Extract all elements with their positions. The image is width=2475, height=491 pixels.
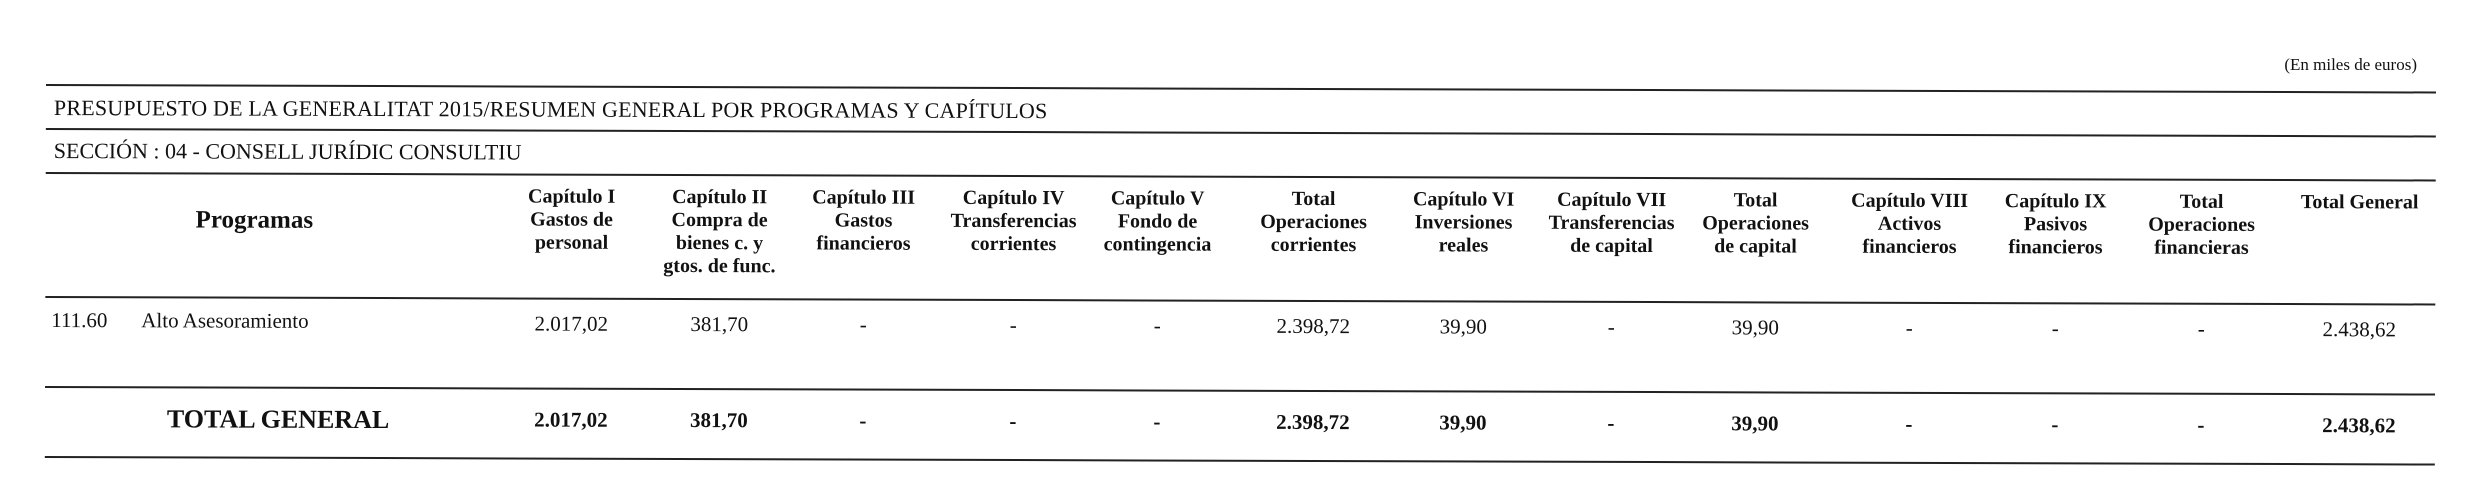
header-line: Capítulo VII xyxy=(1557,188,1667,212)
cell-capitulo-v: - xyxy=(1153,409,1161,434)
header-line: corrientes xyxy=(970,232,1057,256)
header-line: Capítulo IV xyxy=(962,186,1065,210)
header-line: Inversiones xyxy=(1414,211,1513,234)
cell-capitulo-ii: 381,70 xyxy=(690,312,749,337)
cell-capitulo-iv: - xyxy=(1009,409,1017,434)
section-label: SECCIÓN : 04 - CONSELL JURÍDIC CONSULTIU xyxy=(53,138,522,165)
header-programas: Programas xyxy=(195,206,314,234)
header-capitulo-v xyxy=(1087,187,1227,256)
header-line: Activos xyxy=(1877,212,1942,235)
header-total-op-financieras xyxy=(2136,191,2266,260)
table-row xyxy=(45,296,2435,396)
header-line: Capítulo III xyxy=(812,186,916,209)
cell-capitulo-vi: 39,90 xyxy=(1439,410,1487,435)
header-line: Fondo de xyxy=(1117,210,1198,233)
header-capitulo-iii xyxy=(798,186,928,255)
header-line: gtos. de func. xyxy=(663,254,776,278)
total-label: TOTAL GENERAL xyxy=(166,404,390,435)
header-line: Gastos de xyxy=(530,208,614,231)
cell-total-general: 2.438,62 xyxy=(2322,317,2397,342)
header-line: Transferencias xyxy=(1548,211,1675,235)
header-capitulo-vi xyxy=(1398,188,1528,257)
cell-capitulo-iv: - xyxy=(1009,313,1017,338)
header-line: personal xyxy=(534,231,609,254)
header-line: financieros xyxy=(1862,235,1957,259)
cell-capitulo-ix: - xyxy=(2051,316,2059,341)
header-capitulo-ii xyxy=(649,186,789,278)
cell-total-general: 2.438,62 xyxy=(2322,413,2396,438)
header-line: financieras xyxy=(2154,236,2249,259)
header-total-general xyxy=(2285,191,2435,214)
header-total-op-corrientes xyxy=(1243,188,1383,257)
header-capitulo-ix xyxy=(1985,190,2125,259)
header-line: Capítulo VI xyxy=(1412,188,1515,211)
cell-capitulo-vii: - xyxy=(1607,410,1615,435)
header-line: Pasivos xyxy=(2023,213,2088,236)
cell-capitulo-i: 2.017,02 xyxy=(534,407,608,432)
header-line: Capítulo I xyxy=(527,185,616,208)
header-line: contingencia xyxy=(1103,233,1212,256)
header-line: Capítulo VIII xyxy=(1851,189,1969,213)
header-line: de capital xyxy=(1570,234,1653,258)
header-line: Operaciones xyxy=(2148,213,2255,236)
header-capitulo-viii xyxy=(1834,190,1984,259)
header-line: Total xyxy=(1733,189,1778,212)
cell-total-op-capital: 39,90 xyxy=(1731,315,1779,340)
cell-total-op-capital: 39,90 xyxy=(1731,411,1779,436)
cell-capitulo-iii: - xyxy=(859,312,867,337)
header-line: Total xyxy=(1291,187,1336,211)
header-line: corrientes xyxy=(1270,233,1357,257)
cell-capitulo-iii: - xyxy=(859,408,867,433)
cell-total-op-financieras: - xyxy=(2197,412,2205,437)
header-capitulo-iv xyxy=(938,187,1088,256)
header-line: reales xyxy=(1438,234,1489,257)
table-title-row xyxy=(46,84,2436,138)
header-line: Total xyxy=(2179,190,2224,213)
header-line: Total General xyxy=(2300,191,2419,214)
cell-capitulo-i: 2.017,02 xyxy=(534,311,609,336)
header-line: de capital xyxy=(1714,235,1797,258)
header-line: Operaciones xyxy=(1702,212,1809,235)
cell-capitulo-ii: 381,70 xyxy=(690,408,748,433)
cell-capitulo-viii: - xyxy=(1905,411,1913,436)
cell-capitulo-ix: - xyxy=(2051,412,2059,437)
cell-total-op-financieras: - xyxy=(2197,316,2205,341)
total-row xyxy=(45,388,2435,466)
program-name: Alto Asesoramiento xyxy=(141,308,309,333)
cell-capitulo-vii: - xyxy=(1607,314,1615,339)
header-line: financieros xyxy=(816,232,911,255)
header-line: Gastos xyxy=(834,209,893,232)
header-total-op-capital xyxy=(1690,189,1820,258)
header-line: Capítulo II xyxy=(672,185,768,209)
header-line: bienes c. y xyxy=(675,231,764,255)
units-note: (En miles de euros) xyxy=(2284,55,2417,74)
program-code: 111.60 xyxy=(51,308,108,333)
header-line: Capítulo IX xyxy=(2004,190,2107,213)
cell-capitulo-v: - xyxy=(1153,313,1161,338)
header-line: Operaciones xyxy=(1260,210,1367,234)
cell-capitulo-vi: 39,90 xyxy=(1439,314,1487,339)
table-title: PRESUPUESTO DE LA GENERALITAT 2015/RESUMEN GENERAL POR PROGRAMAS Y CAPÍTULOS xyxy=(53,95,1048,124)
header-line: financieros xyxy=(2008,236,2103,259)
header-line: Transferencias xyxy=(950,209,1077,233)
section-row xyxy=(46,130,2436,182)
cell-capitulo-viii: - xyxy=(1905,315,1913,340)
header-line: Compra de xyxy=(671,208,768,232)
cell-total-op-corrientes: 2.398,72 xyxy=(1276,409,1350,435)
cell-total-op-corrientes: 2.398,72 xyxy=(1276,313,1351,339)
header-line: Capítulo V xyxy=(1110,187,1205,210)
header-capitulo-i xyxy=(506,185,636,254)
budget-table xyxy=(45,84,2436,466)
header-capitulo-vii xyxy=(1536,189,1686,258)
